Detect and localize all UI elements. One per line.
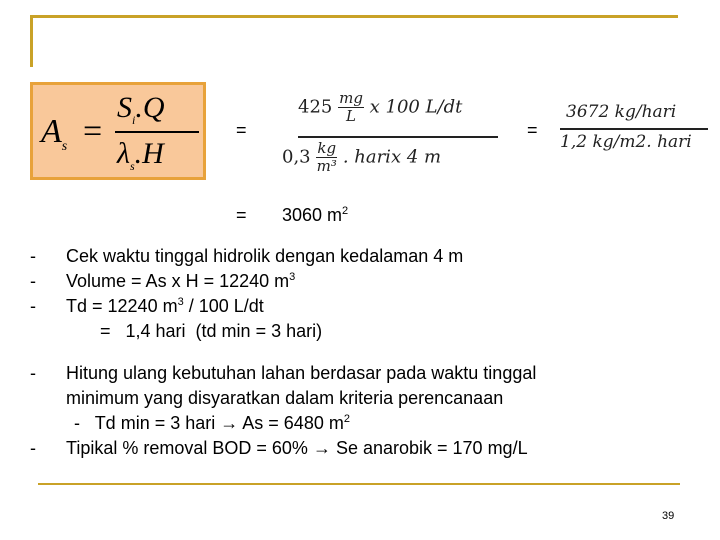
result-equals: = <box>236 205 247 225</box>
area-formula-box <box>30 82 206 180</box>
unit-mg-per-l: $\frac{mg}{L}$ <box>339 89 363 125</box>
load-numerator: 3672 kg/hari <box>566 102 677 122</box>
formula-equals: = <box>83 113 103 150</box>
arrow-right-icon: → <box>312 438 331 458</box>
frame-left-border <box>30 15 33 67</box>
calc-numerator: 425 $\frac{mg}{L}$ x 100 L/dt <box>298 89 463 125</box>
arrow-right-icon: → <box>220 413 239 433</box>
frame-bottom-border <box>38 483 680 485</box>
load-fraction-line <box>560 128 708 130</box>
unit-kg-per-m3: $\frac{kg}{\text{m³}}$ <box>316 139 337 175</box>
area-result: 3060 $m^2$ <box>282 205 349 225</box>
sub-bullet-td-min: - Td min = 3 hari → As = 6480 $m^2$ <box>74 413 350 433</box>
load-denominator: 1,2 kg/m2. hari <box>560 132 692 152</box>
bullet-recalc-line2: minimum yang disyaratkan dalam kriteria perencanaan <box>66 388 504 408</box>
calc-fraction-line <box>298 136 498 138</box>
calc-denominator: 0,3 $\frac{kg}{\text{m³}}$ . harix 4 m <box>282 139 442 175</box>
page-number: 39 <box>662 510 675 522</box>
equals-sign-2: = <box>527 120 538 140</box>
formula-denominator: $\lambda_s.H$ <box>117 137 164 173</box>
td-result: = 1,4 hari (td min = 3 hari) <box>100 321 323 341</box>
formula-numerator: $S_i.Q$ <box>117 91 165 127</box>
frame-top-border <box>30 15 678 18</box>
formula-lhs: $A_s$ <box>41 113 68 154</box>
equals-sign-1: = <box>236 120 247 140</box>
formula-fraction-line <box>115 131 199 133</box>
